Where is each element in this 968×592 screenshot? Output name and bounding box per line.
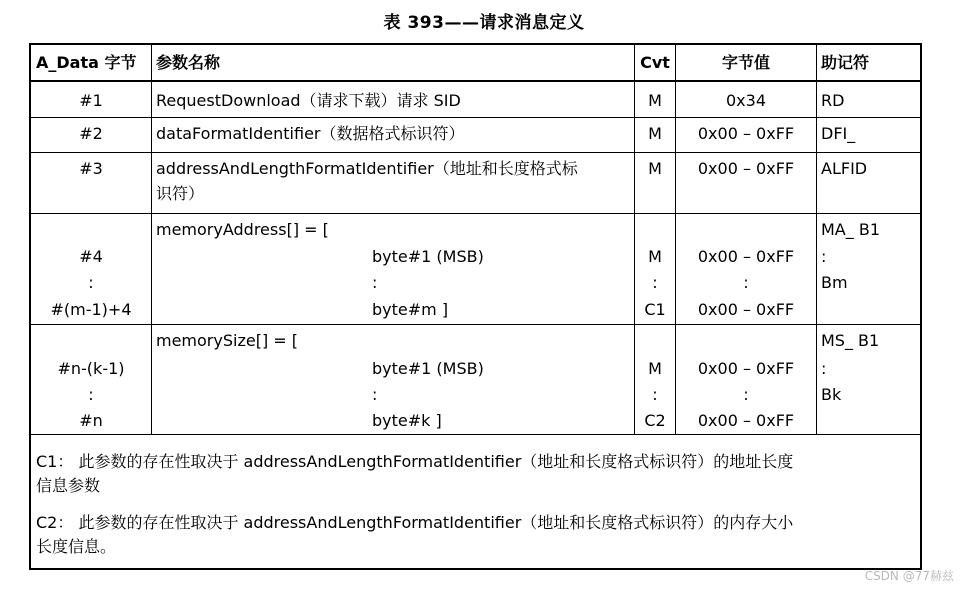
row1-cvt: M xyxy=(648,91,662,110)
memory-address-mn-first: MA_ B1 xyxy=(821,220,880,239)
header-param-name: 参数名称 xyxy=(156,53,221,72)
memory-size-cvt-last: C2 xyxy=(644,411,666,430)
row1-param: RequestDownload（请求下载）请求 SID xyxy=(156,91,461,110)
row1-value: 0x34 xyxy=(725,91,766,110)
row2-cvt: M xyxy=(648,124,662,143)
memory-size-byte-first: #n-(k-1) xyxy=(57,359,125,378)
row1-byte: #1 xyxy=(79,91,103,110)
row3-cvt: M xyxy=(648,159,662,178)
memory-address-byte-first: #4 xyxy=(79,247,103,266)
col-divider xyxy=(816,45,817,434)
memory-address-cvt-first: M xyxy=(648,247,662,266)
header-a-data: A_Data 字节 xyxy=(36,53,137,72)
row-divider xyxy=(31,213,920,214)
request-message-table xyxy=(29,43,922,570)
memory-address-val-last: 0x00 – 0xFF xyxy=(697,300,795,319)
memory-size-val-dots: : xyxy=(743,385,749,404)
memory-size-param: memorySize[] = [ xyxy=(156,331,298,350)
memory-address-mn-last: Bm xyxy=(821,273,848,292)
memory-size-byte-dots: : xyxy=(88,385,94,404)
memory-address-mn-dots: : xyxy=(821,247,827,266)
memory-address-val-dots: : xyxy=(743,273,749,292)
memory-address-sub-first: byte#1 (MSB) xyxy=(372,247,484,266)
memory-size-val-first: 0x00 – 0xFF xyxy=(697,359,795,378)
row-divider xyxy=(31,152,920,153)
note-c2-line1: C2： 此参数的存在性取决于 addressAndLengthFormatIdentifier（地址和长度格式标识符）的内存大小 xyxy=(36,513,794,532)
row3-value: 0x00 – 0xFF xyxy=(697,159,795,178)
memory-size-sub-first: byte#1 (MSB) xyxy=(372,359,484,378)
note-c1-line2: 信息参数 xyxy=(36,476,101,495)
memory-address-byte-dots: : xyxy=(88,273,94,292)
memory-size-sub-dots: : xyxy=(372,385,378,404)
header-divider xyxy=(31,80,920,82)
row3-byte: #3 xyxy=(79,159,103,178)
row2-mnemonic: DFI_ xyxy=(821,124,856,143)
header-byte-value: 字节值 xyxy=(721,53,770,72)
header-mnemonic: 助记符 xyxy=(821,53,870,72)
col-divider xyxy=(151,45,152,434)
row1-mnemonic: RD xyxy=(821,91,845,110)
row3-mnemonic: ALFID xyxy=(821,159,868,178)
memory-size-sub-last: byte#k ] xyxy=(372,411,442,430)
memory-address-cvt-dots: : xyxy=(652,273,658,292)
memory-address-sub-dots: : xyxy=(372,273,378,292)
row2-param: dataFormatIdentifier（数据格式标识符） xyxy=(156,124,465,143)
memory-address-val-first: 0x00 – 0xFF xyxy=(697,247,795,266)
memory-address-param: memoryAddress[] = [ xyxy=(156,220,329,239)
memory-address-sub-last: byte#m ] xyxy=(372,300,449,319)
memory-size-mn-first: MS_ B1 xyxy=(821,331,880,350)
row3-param-line1: addressAndLengthFormatIdentifier（地址和长度格式标 xyxy=(156,159,578,178)
memory-size-mn-dots: : xyxy=(821,359,827,378)
note-c2-line2: 长度信息。 xyxy=(36,537,117,556)
memory-size-val-last: 0x00 – 0xFF xyxy=(697,411,795,430)
header-cvt: Cvt xyxy=(640,53,670,72)
table-title: 表 393——请求消息定义 xyxy=(383,13,585,33)
row-divider xyxy=(31,324,920,325)
row-divider xyxy=(31,117,920,118)
watermark: CSDN @77赫兹 xyxy=(864,569,954,583)
row2-byte: #2 xyxy=(79,124,103,143)
row3-param-line2: 识符） xyxy=(156,184,205,203)
memory-address-byte-last: #(m-1)+4 xyxy=(50,300,132,319)
memory-size-byte-last: #n xyxy=(79,411,103,430)
notes-divider xyxy=(31,434,920,435)
row2-value: 0x00 – 0xFF xyxy=(697,124,795,143)
memory-size-cvt-first: M xyxy=(648,359,662,378)
memory-size-cvt-dots: : xyxy=(652,385,658,404)
memory-address-cvt-last: C1 xyxy=(644,300,666,319)
memory-size-mn-last: Bk xyxy=(821,385,842,404)
note-c1-line1: C1： 此参数的存在性取决于 addressAndLengthFormatIdentifier（地址和长度格式标识符）的地址长度 xyxy=(36,452,794,471)
